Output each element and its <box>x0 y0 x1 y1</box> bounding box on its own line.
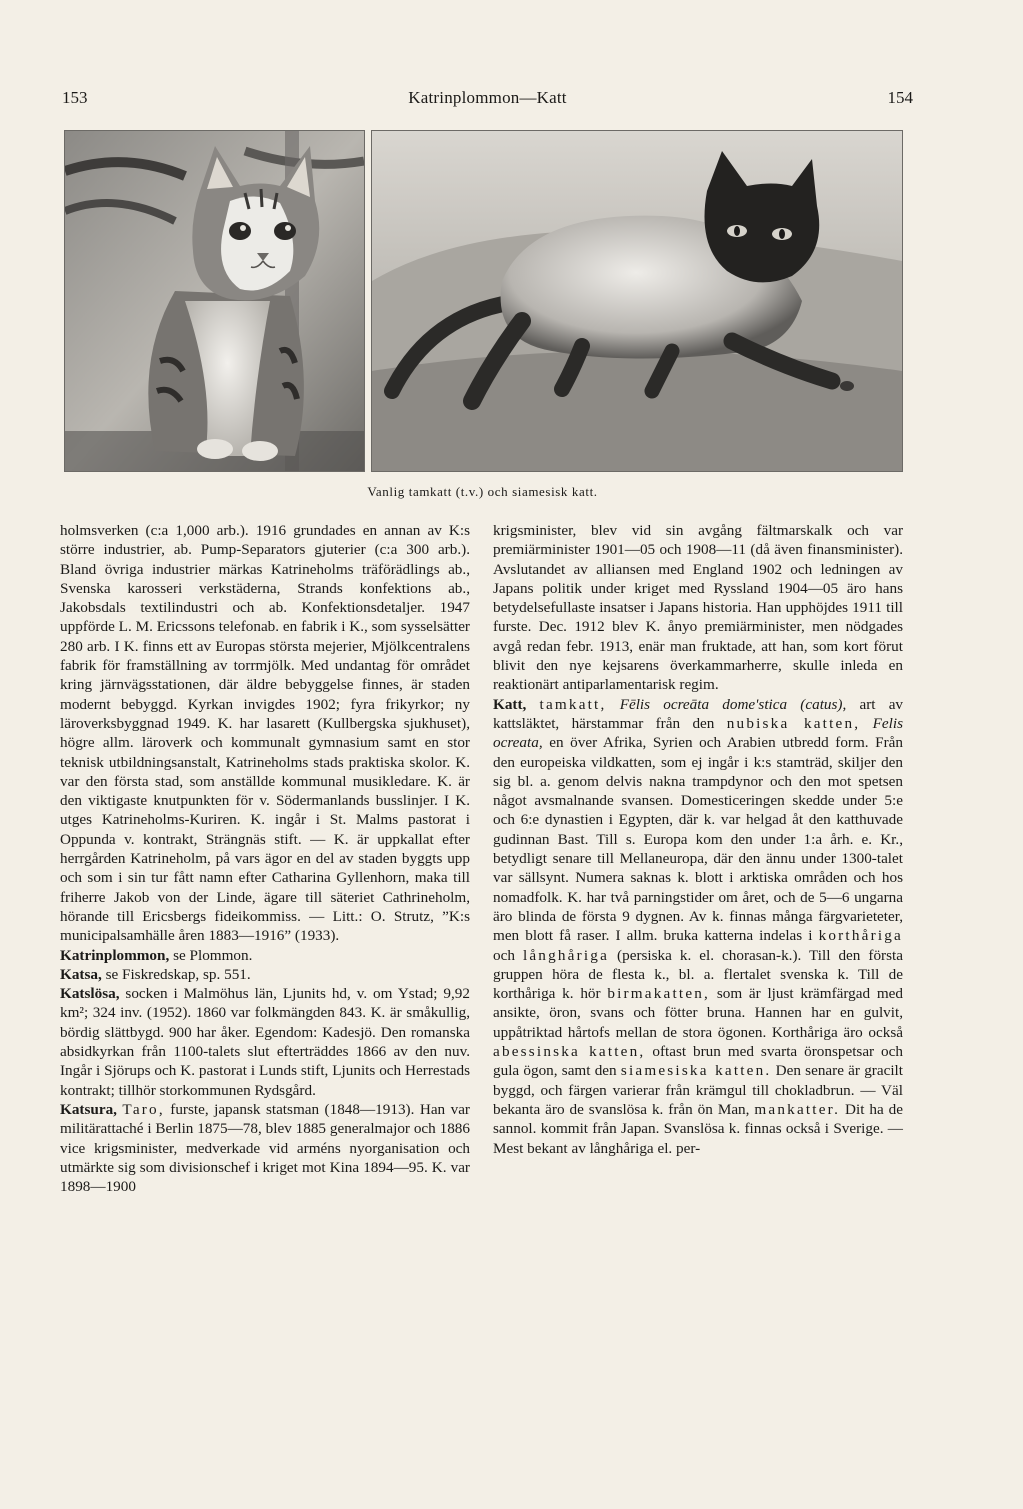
spaced-term: abessinska katten, <box>493 1043 646 1061</box>
spaced-term: siamesiska katten. <box>620 1062 772 1080</box>
entry-katsura <box>60 1100 470 1196</box>
entry-text: en över Afrika, Syrien och Arabien utbredd form. Från den europeiska vildkatten, som ej ingår i k:s stamträd, skiljer den sig bl. a. genom delvis nakna trampdynor och den mot spetsen något avsmalnande svansen. Domesticeringen skedde under 5:e och 6:e dynastien i Egypten, där k. var helgad åt den katthuvade gudinnan Bast. Till s. Europa kom den under 1:a årh. e. Kr., betydligt senare till Mellaneuropa, där den ännu under 1300-talet var sällsynt. Numera saknas k. blott i arktiska områden och hos nomadfolk. K. har två parningstider om året, och de 5—6 ungarna äro blinda de första 9 dygnen. Av k. finnas många färgvarieteter, men blott få raser. I allm. bruka katterna indelas i <box>493 734 903 945</box>
spaced-name: Taro, <box>122 1100 165 1118</box>
latin-name: Fēlis ocreāta dome'stica (catus), <box>619 695 847 713</box>
spaced-term: långhåriga <box>522 946 610 964</box>
entry-text: art av kattsläktet, härstammar från den <box>493 695 904 732</box>
entry-katsa <box>60 965 470 984</box>
figure-caption: Vanlig tamkatt (t.v.) och siamesisk katt. <box>367 484 598 499</box>
running-title: Katrinplommon—Katt <box>408 88 567 107</box>
entry-text: furste, japansk statsman (1848—1913). Han var militärattaché i Berlin 1875—78, blev 1885 generalmajor och 1886 vice krigsminister, medverkade vid arméns nyorganisation och utmärkte sig som divisionschef i kriget mot Kina 1894—95. K. var 1898—1900 <box>60 1100 470 1196</box>
siamese-image <box>372 131 902 471</box>
entry-text: socken i Malmöhus län, Ljunits hd, v. om Ystad; 9,92 km²; 324 inv. (1952). 1860 var folkmängden 843. K. är småkullig, bördig slättbygd. 900 har åker. Egendom: Kadesjö. Den romanska absidkyrkan från 1100-talets slut efterträddes 1866 av den nuv. Ingår i Sjörups och K. pastorat i Lunds stift, Ljunits och Herrestads kontrakt; tillhör storkommunen Rydsgård. <box>60 985 470 1099</box>
kitten-image <box>65 131 364 471</box>
entry-katrinplommon <box>60 946 470 965</box>
paragraph-katsura-continued: krigsminister, blev vid sin avgång fältmarskalk och var premiärminister 1901—05 och 1908—11 (då även finansminister). Avslutandet av alliansen med England 1902 och ledningen av Japans politik under kriget med Ryssland 1904—05 äro hans betydelsefullaste insatser i Japans historia. Han upphöjdes 1911 till furste. Dec. 1912 blev K. ånyo premiärminister, men nödgades avgå redan febr. 1913, enär man fruktade, att han, som kort förut blivit den nye kejsarens överkammarherre, skulle inleda en reaktionärt antiparlamentarisk regim. <box>493 522 903 694</box>
entry-text: och <box>493 946 523 964</box>
headword: Katrinplommon, <box>60 946 170 964</box>
spaced-term: nubiska katten, <box>726 714 861 732</box>
entry-text: Dit ha de sannol. kommit från Japan. Svanslösa k. finnas också i Sverige. — Mest bekant av långhåriga el. per- <box>493 1100 904 1157</box>
paragraph-katrineholm-continued: holmsverken (c:a 1,000 arb.). 1916 grundades en annan av K:s större industrier, ab. Pump-Separators gjuterier (c:a 300 arb.). Bland övriga industrier märkas Katrineholms träförädlings ab., Svenska karosseri verkstäderna, Strands konfektions ab., Jakobsdals textilindustri och ab. Konfektionsdetaljer. 1947 uppförde L. M. Ericssons telefonab. en fabrik i K., som sysselsätter 280 arb. I K. finns ett av Europas största mejerier, Mjölkcentralens fabrik för framställning av torrmjölk. Med undantag för området kring järnvägsstationen, där äldre bebyggelse finnes, är staden modernt bebyggd. Kyrkan invigdes 1902; fyra frikyrkor; ny läroverksbyggnad 1949. K. har lasarett (Kullbergska sjukhuset), högre allm. läroverk och kommunalt gymnasium samt en stor teknisk utbildningsanstalt, Katrineholms stads praktiska skolor. K. var den första stad, som anställde kommunal musikledare. K. är den viktigaste knutpunkten för v. Södermanlands busslinjer. I K. utges Katrineholms-Kuriren. K. ingår i St. Malms pastorat i Oppunda v. kontrakt, Strängnäs stift. — K. är uppkallat efter herrgården Katrineholm, på vars ägor en del av staden byggts upp och som i sin tur fått namn efter Catharina Gyllenhorn, maka till friherre Jakob von der Linde, ägare till säteriet Cathrineholm, hörande till Ericsbergs fideikommiss. — Litt.: O. Strutz, ”K:s municipalsamhälle åren 1883—1916” (1933). <box>60 522 470 945</box>
left-column <box>60 521 470 1196</box>
page-header <box>62 88 913 118</box>
entry-text: oftast brun med svarta öronspetsar och gula ögon, samt den <box>493 1043 903 1080</box>
right-column <box>493 521 903 1158</box>
page-number-left: 153 <box>62 88 88 107</box>
entry-katt <box>493 695 903 1158</box>
entry-katslosa <box>60 984 470 1100</box>
entry-text: se Plommon. <box>169 946 253 964</box>
entry-text: som är ljust krämfärgad med ansikte, öron, svans och fötter bruna. Hannen har en gulvit, uppåtriktad hårtofs mellan de stora ögonen. Korthåriga äro också <box>493 985 903 1041</box>
headword: Katsura, <box>60 1100 117 1118</box>
spaced-term: birmakatten, <box>607 985 711 1003</box>
headword: Katt, <box>493 695 527 713</box>
headword: Katslösa, <box>60 985 120 1003</box>
page-number-right: 154 <box>887 88 913 107</box>
latin-name: Felis ocreata, <box>493 714 903 752</box>
tabby-kitten-photo <box>64 130 365 472</box>
entry-text: (persiska k. el. chorasan-k.). Till den första gruppen höra de flesta k., bl. a. flertalet svenska k. Till de korthåriga k. hör <box>493 946 903 1003</box>
entry-text: se Fiskredskap, sp. 551. <box>101 965 251 983</box>
spaced-term: korthåriga <box>818 927 903 945</box>
headword: Katsa, <box>60 965 102 983</box>
entry-text: Den senare är gracilt byggd, och färgen varierar från krämgul till chokladbrun. — Väl bekanta äro de svanslösa k. från ön Man, <box>493 1062 904 1118</box>
spaced-term: mankatter. <box>754 1100 841 1118</box>
spaced-term: tamkatt, <box>539 695 607 713</box>
siamese-cat-photo <box>371 130 903 472</box>
